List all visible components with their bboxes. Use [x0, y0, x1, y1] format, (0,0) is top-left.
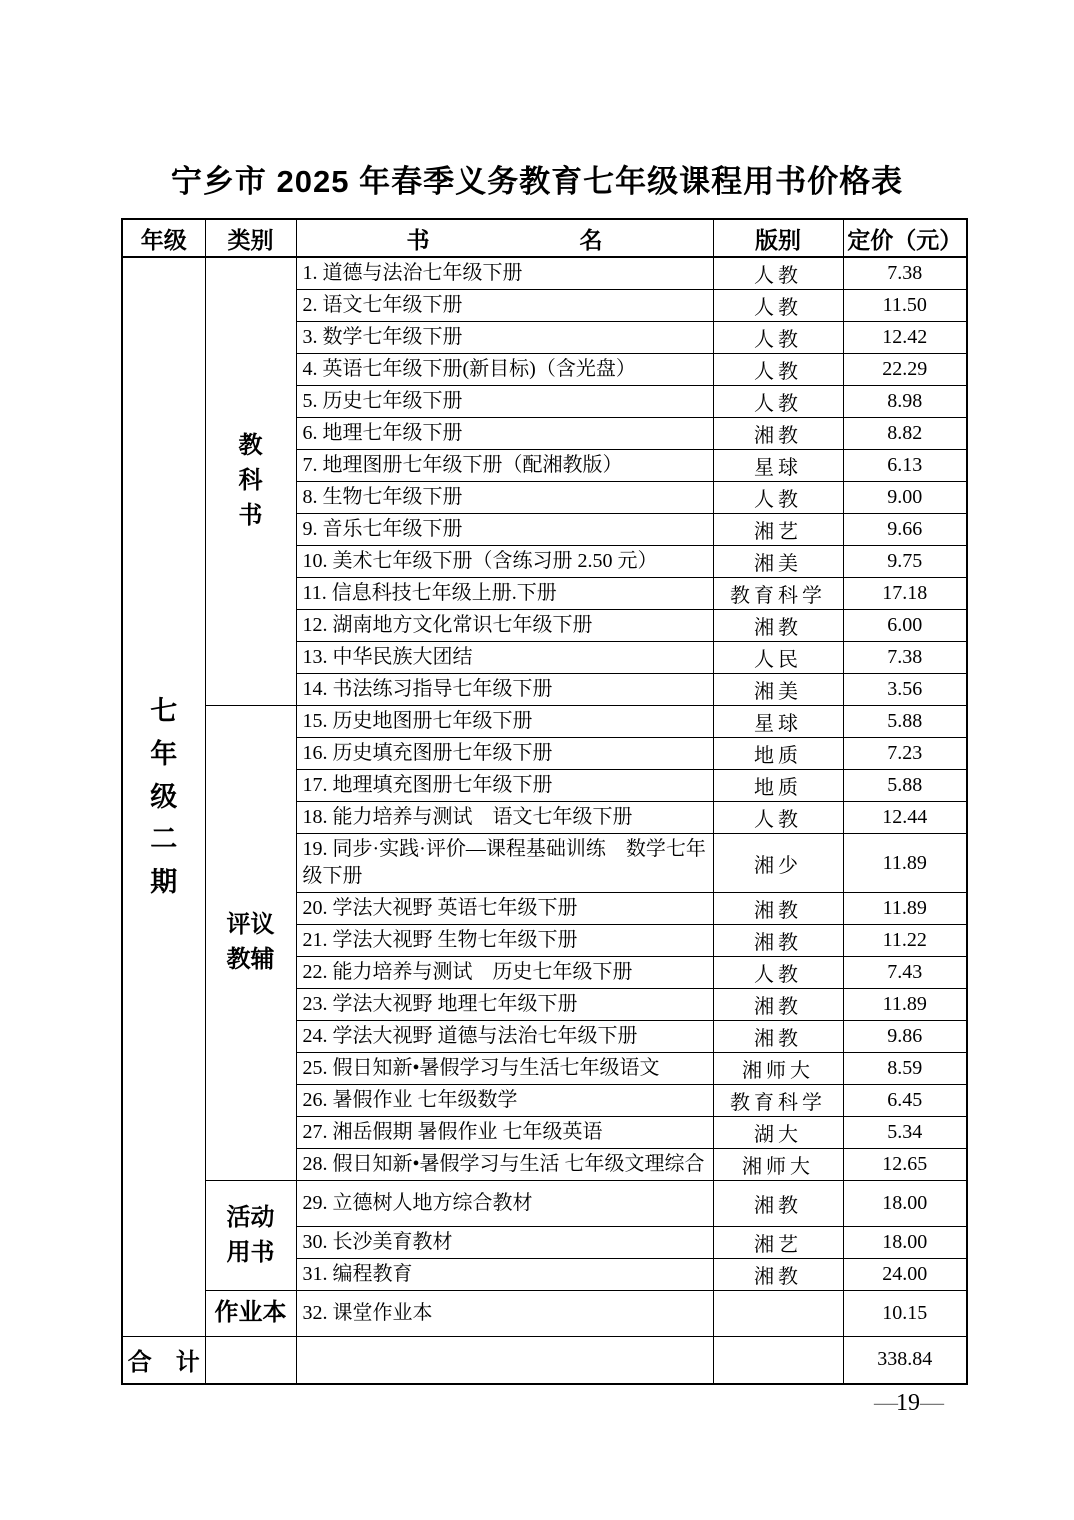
- total-empty-edition-cell: [713, 1337, 843, 1384]
- book-name-cell: 11. 信息科技七年级上册.下册: [296, 578, 713, 610]
- book-name-cell: 2. 语文七年级下册: [296, 290, 713, 322]
- edition-cell: 湘艺: [713, 1227, 843, 1259]
- total-empty-category-cell: [205, 1337, 296, 1384]
- price-cell: 7.38: [843, 257, 967, 290]
- header-book-left: 书: [406, 226, 430, 253]
- total-label-cell: 合 计: [122, 1337, 205, 1384]
- book-name-cell: 10. 美术七年级下册（含练习册 2.50 元）: [296, 546, 713, 578]
- edition-cell: 人教: [713, 290, 843, 322]
- edition-cell: 湖大: [713, 1117, 843, 1149]
- page-number-value: 19: [896, 1390, 920, 1416]
- book-name-cell: 30. 长沙美育教材: [296, 1227, 713, 1259]
- price-cell: 11.89: [843, 893, 967, 925]
- edition-cell: 星球: [713, 706, 843, 738]
- table-row: [122, 706, 967, 738]
- price-cell: 6.00: [843, 610, 967, 642]
- book-name-cell: 31. 编程教育: [296, 1259, 713, 1291]
- page-number-left-dash: —: [874, 1390, 896, 1416]
- edition-cell: 湘教: [713, 610, 843, 642]
- header-book-name: [296, 219, 713, 257]
- grade-cell: [122, 257, 205, 1337]
- price-cell: 18.00: [843, 1227, 967, 1259]
- header-grade: 年级: [122, 219, 205, 257]
- price-cell: 11.50: [843, 290, 967, 322]
- price-cell: 5.88: [843, 706, 967, 738]
- edition-cell: 人教: [713, 257, 843, 290]
- book-name-cell: 7. 地理图册七年级下册（配湘教版）: [296, 450, 713, 482]
- book-name-cell: 19. 同步·实践·评价—课程基础训练 数学七年级下册: [296, 834, 713, 893]
- page-number: [874, 1390, 942, 1417]
- book-name-cell: 17. 地理填充图册七年级下册: [296, 770, 713, 802]
- table-row: [122, 1181, 967, 1227]
- category-cell: [205, 706, 296, 1181]
- price-cell: 8.59: [843, 1053, 967, 1085]
- grade-label: 七年级二期: [150, 696, 178, 897]
- edition-cell: [713, 1291, 843, 1337]
- edition-cell: 湘教: [713, 893, 843, 925]
- category-label: 作业本: [214, 1299, 287, 1327]
- book-name-cell: 16. 历史填充图册七年级下册: [296, 738, 713, 770]
- edition-cell: 湘教: [713, 1259, 843, 1291]
- book-name-cell: 1. 道德与法治七年级下册: [296, 257, 713, 290]
- book-name-cell: 13. 中华民族大团结: [296, 642, 713, 674]
- category-label: 评议教辅: [226, 911, 275, 973]
- total-price-cell: 338.84: [843, 1337, 967, 1384]
- book-name-cell: 9. 音乐七年级下册: [296, 514, 713, 546]
- total-row: [122, 1337, 967, 1384]
- edition-cell: 湘艺: [713, 514, 843, 546]
- edition-cell: 人教: [713, 482, 843, 514]
- book-name-cell: 29. 立德树人地方综合教材: [296, 1181, 713, 1227]
- header-edition: 版别: [713, 219, 843, 257]
- price-cell: 6.13: [843, 450, 967, 482]
- category-cell: [205, 1291, 296, 1337]
- header-category: 类别: [205, 219, 296, 257]
- price-cell: 9.86: [843, 1021, 967, 1053]
- page-title: 宁乡市 2025 年春季义务教育七年级课程用书价格表: [170, 164, 904, 199]
- price-cell: 18.00: [843, 1181, 967, 1227]
- book-name-cell: 25. 假日知新•暑假学习与生活七年级语文: [296, 1053, 713, 1085]
- edition-cell: 人教: [713, 322, 843, 354]
- book-name-cell: 22. 能力培养与测试 历史七年级下册: [296, 957, 713, 989]
- price-cell: 17.18: [843, 578, 967, 610]
- price-cell: 11.89: [843, 989, 967, 1021]
- price-cell: 9.75: [843, 546, 967, 578]
- price-cell: 5.88: [843, 770, 967, 802]
- book-name-cell: 28. 假日知新•暑假学习与生活 七年级文理综合: [296, 1149, 713, 1181]
- book-name-cell: 4. 英语七年级下册(新目标)（含光盘）: [296, 354, 713, 386]
- edition-cell: 湘师大: [713, 1149, 843, 1181]
- price-cell: 8.82: [843, 418, 967, 450]
- header-row: [122, 219, 967, 257]
- book-name-cell: 12. 湖南地方文化常识七年级下册: [296, 610, 713, 642]
- price-cell: 7.38: [843, 642, 967, 674]
- table-row: [122, 1291, 967, 1337]
- edition-cell: 人教: [713, 802, 843, 834]
- edition-cell: 湘教: [713, 1181, 843, 1227]
- book-name-cell: 15. 历史地图册七年级下册: [296, 706, 713, 738]
- book-name-cell: 21. 学法大视野 生物七年级下册: [296, 925, 713, 957]
- edition-cell: 湘师大: [713, 1053, 843, 1085]
- price-cell: 24.00: [843, 1259, 967, 1291]
- price-cell: 7.43: [843, 957, 967, 989]
- page-number-right-dash: —: [920, 1390, 942, 1416]
- price-cell: 11.22: [843, 925, 967, 957]
- book-name-cell: 20. 学法大视野 英语七年级下册: [296, 893, 713, 925]
- category-cell: [205, 1181, 296, 1291]
- price-cell: 9.00: [843, 482, 967, 514]
- edition-cell: 湘美: [713, 546, 843, 578]
- price-cell: 12.65: [843, 1149, 967, 1181]
- edition-cell: 人教: [713, 386, 843, 418]
- price-cell: 9.66: [843, 514, 967, 546]
- price-cell: 6.45: [843, 1085, 967, 1117]
- price-cell: 22.29: [843, 354, 967, 386]
- book-name-cell: 24. 学法大视野 道德与法治七年级下册: [296, 1021, 713, 1053]
- edition-cell: 湘教: [713, 989, 843, 1021]
- price-cell: 10.15: [843, 1291, 967, 1337]
- edition-cell: 教育科学: [713, 1085, 843, 1117]
- price-cell: 11.89: [843, 834, 967, 893]
- edition-cell: 湘少: [713, 834, 843, 893]
- book-name-cell: 14. 书法练习指导七年级下册: [296, 674, 713, 706]
- book-name-cell: 5. 历史七年级下册: [296, 386, 713, 418]
- book-name-cell: 3. 数学七年级下册: [296, 322, 713, 354]
- book-name-cell: 32. 课堂作业本: [296, 1291, 713, 1337]
- price-cell: 12.42: [843, 322, 967, 354]
- price-cell: 8.98: [843, 386, 967, 418]
- edition-cell: 湘教: [713, 418, 843, 450]
- price-table: [121, 218, 968, 1385]
- table-row: [122, 257, 967, 290]
- category-label: 教科书: [238, 432, 263, 529]
- price-cell: 7.23: [843, 738, 967, 770]
- book-name-cell: 8. 生物七年级下册: [296, 482, 713, 514]
- edition-cell: 地质: [713, 770, 843, 802]
- price-cell: 12.44: [843, 802, 967, 834]
- header-book-right: 名: [579, 226, 603, 253]
- edition-cell: 人教: [713, 957, 843, 989]
- edition-cell: 教育科学: [713, 578, 843, 610]
- category-label: 活动用书: [226, 1203, 275, 1266]
- category-cell: [205, 257, 296, 706]
- edition-cell: 人民: [713, 642, 843, 674]
- book-name-cell: 27. 湘岳假期 暑假作业 七年级英语: [296, 1117, 713, 1149]
- price-cell: 3.56: [843, 674, 967, 706]
- header-price: 定价（元）: [843, 219, 967, 257]
- book-name-cell: 6. 地理七年级下册: [296, 418, 713, 450]
- price-cell: 5.34: [843, 1117, 967, 1149]
- edition-cell: 人教: [713, 354, 843, 386]
- book-name-cell: 26. 暑假作业 七年级数学: [296, 1085, 713, 1117]
- book-name-cell: 18. 能力培养与测试 语文七年级下册: [296, 802, 713, 834]
- edition-cell: 湘美: [713, 674, 843, 706]
- edition-cell: 星球: [713, 450, 843, 482]
- edition-cell: 湘教: [713, 1021, 843, 1053]
- edition-cell: 湘教: [713, 925, 843, 957]
- edition-cell: 地质: [713, 738, 843, 770]
- book-name-cell: 23. 学法大视野 地理七年级下册: [296, 989, 713, 1021]
- total-empty-book-name-cell: [296, 1337, 713, 1384]
